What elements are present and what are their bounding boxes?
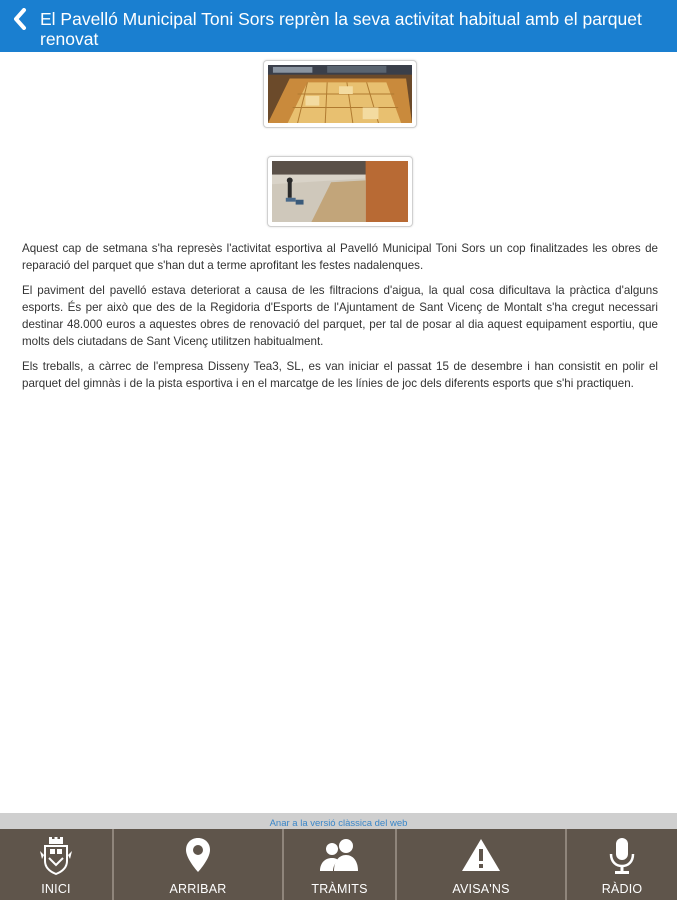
article-paragraph: Els treballs, a càrrec de l'empresa Disseny Tea3, SL, es van iniciar el passat 15 de desembre i han consistit en polir el parquet del gimnàs i de la pista esportiva i en el marcatge de les línies de joc dels diferents esports que s'hi practiquen. bbox=[22, 360, 658, 390]
header-bar bbox=[0, 0, 677, 52]
tab-arribar[interactable] bbox=[114, 829, 284, 900]
tab-tramits[interactable] bbox=[284, 829, 397, 900]
article-image-sanding[interactable] bbox=[267, 156, 413, 227]
parquet-floor-photo bbox=[268, 65, 412, 123]
map-pin-icon bbox=[185, 837, 211, 873]
tab-label: TRÀMITS bbox=[311, 882, 368, 896]
people-icon bbox=[318, 837, 362, 873]
article-body bbox=[22, 240, 658, 400]
town-crest-icon bbox=[40, 837, 72, 877]
microphone-icon bbox=[608, 837, 636, 875]
tab-avisans[interactable] bbox=[397, 829, 567, 900]
page-title: El Pavelló Municipal Toni Sors reprèn la seva activitat habitual amb el parquet renovat bbox=[40, 9, 642, 49]
floor-sanding-photo bbox=[272, 161, 408, 222]
article-paragraph: Aquest cap de setmana s'ha represès l'activitat esportiva al Pavelló Municipal Toni Sors un cop finalitzades les obres de reparació del parquet que s'han dut a terme aprofitant les festes nadalenques. bbox=[22, 242, 658, 272]
tab-radio[interactable] bbox=[567, 829, 677, 900]
tab-label: INICI bbox=[41, 882, 71, 896]
classic-version-bar bbox=[0, 813, 677, 829]
bottom-tab-bar bbox=[0, 829, 677, 900]
classic-version-link[interactable]: Anar a la versió clàssica del web bbox=[269, 818, 408, 829]
tab-label: RÀDIO bbox=[601, 882, 643, 896]
chevron-left-icon bbox=[12, 8, 28, 30]
back-button[interactable] bbox=[0, 1, 40, 37]
tab-label: ARRIBAR bbox=[169, 882, 227, 896]
article-image-parquet[interactable] bbox=[263, 60, 417, 128]
warning-icon bbox=[460, 837, 502, 873]
tab-label: AVISA'NS bbox=[452, 882, 510, 896]
article-paragraph: El paviment del pavelló estava deteriorat a causa de les filtracions d'aigua, la qual cosa dificultava la pràctica d'alguns esports. És per això que des de la Regidoria d'Esports de l'Ajuntament de Sant Vicenç de Montalt s'ha cregut necessari destinar 48.000 euros a aquestes obres de renovació del parquet, per tal de posar al dia aquest equipament esportiu, que molts dels ciutadans de Sant Vicenç utilitzen habitualment. bbox=[22, 284, 658, 348]
tab-inici[interactable] bbox=[0, 829, 114, 900]
